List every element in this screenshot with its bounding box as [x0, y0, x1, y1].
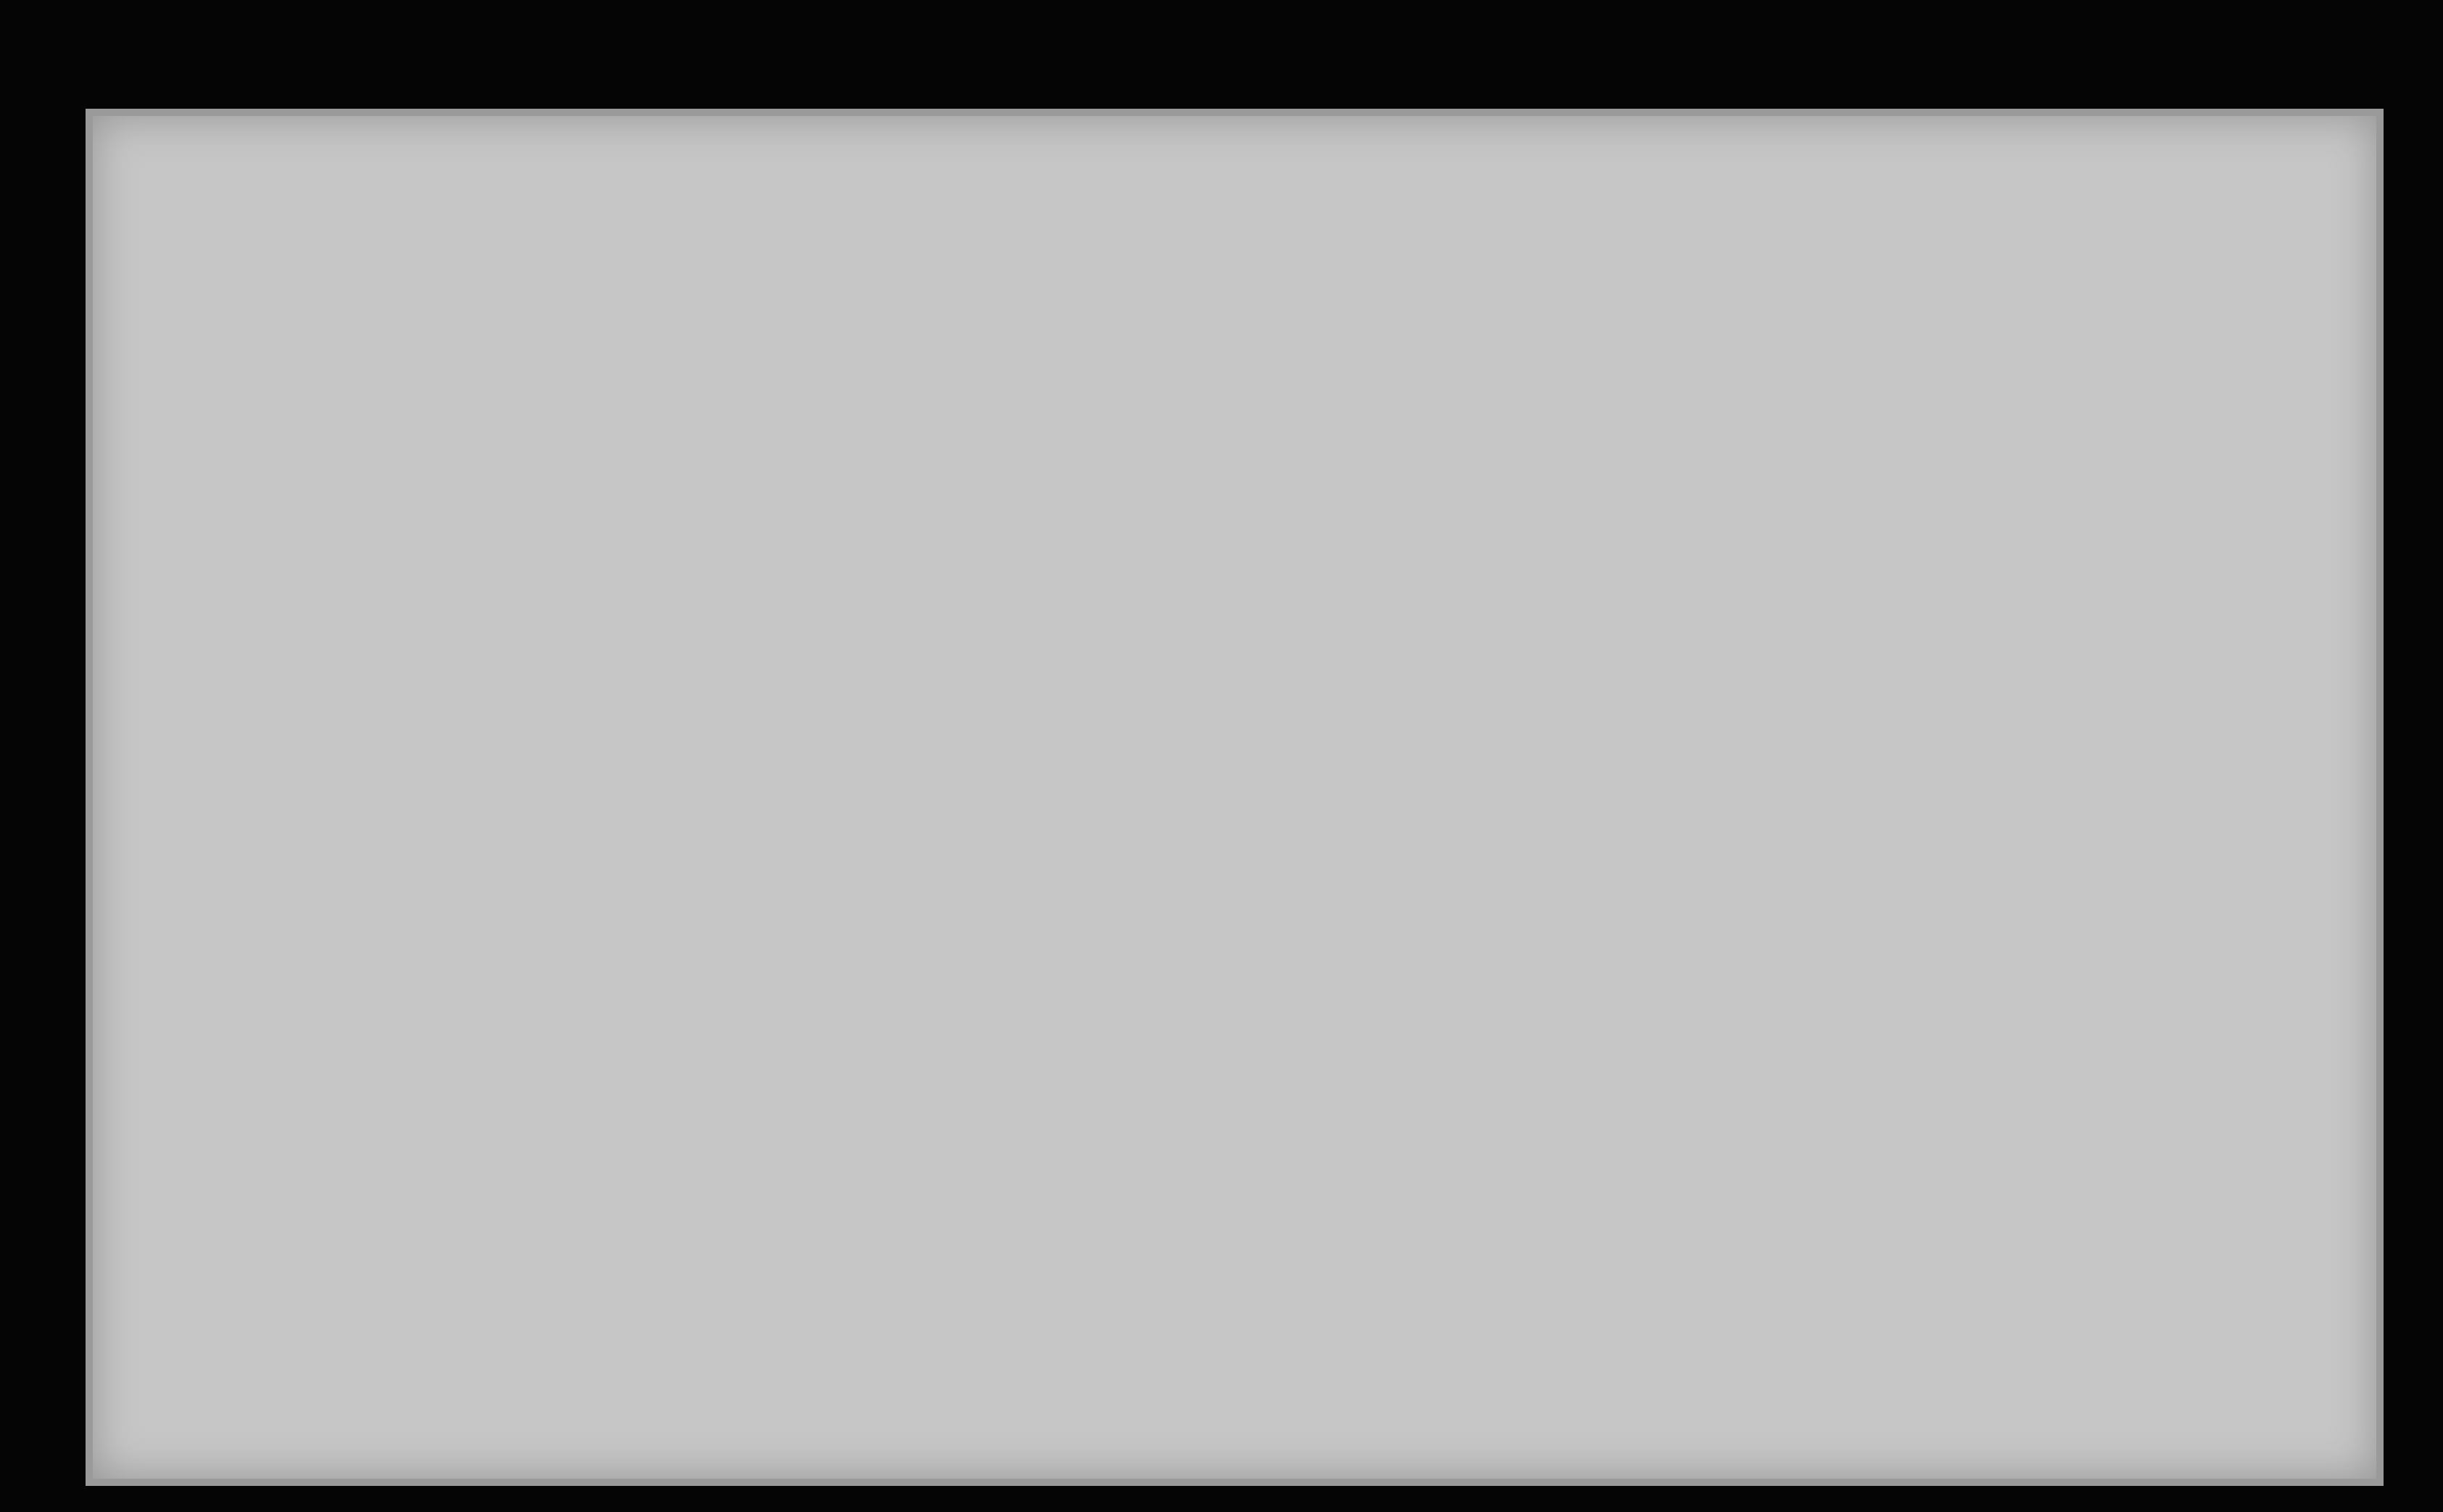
census-form-sheet — [93, 116, 2376, 1479]
